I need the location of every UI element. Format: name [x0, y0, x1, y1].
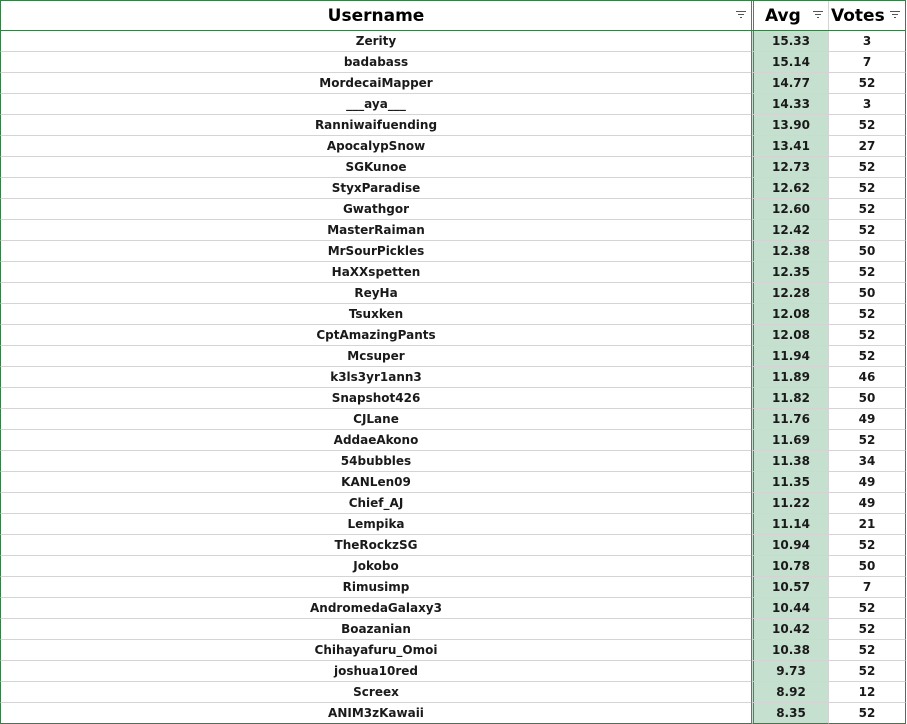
- votes-cell[interactable]: 12: [828, 682, 906, 703]
- votes-cell[interactable]: 52: [828, 661, 906, 682]
- avg-cell[interactable]: 10.42: [751, 619, 828, 640]
- table-row: [0, 535, 906, 556]
- votes-cell[interactable]: 52: [828, 430, 906, 451]
- username-cell[interactable]: Jokobo: [0, 556, 751, 577]
- username-cell[interactable]: MrSourPickles: [0, 241, 751, 262]
- username-cell[interactable]: Screex: [0, 682, 751, 703]
- votes-cell[interactable]: 50: [828, 283, 906, 304]
- avg-cell[interactable]: 12.08: [751, 325, 828, 346]
- votes-cell[interactable]: 52: [828, 73, 906, 94]
- username-cell[interactable]: MordecaiMapper: [0, 73, 751, 94]
- username-cell[interactable]: Chihayafuru_Omoi: [0, 640, 751, 661]
- avg-cell[interactable]: 14.77: [751, 73, 828, 94]
- table-row: [0, 157, 906, 178]
- votes-cell[interactable]: 34: [828, 451, 906, 472]
- avg-cell[interactable]: 12.60: [751, 199, 828, 220]
- avg-cell[interactable]: 12.08: [751, 304, 828, 325]
- avg-cell[interactable]: 11.89: [751, 367, 828, 388]
- username-cell[interactable]: ___aya___: [0, 94, 751, 115]
- votes-cell[interactable]: 52: [828, 598, 906, 619]
- avg-cell[interactable]: 10.57: [751, 577, 828, 598]
- avg-cell[interactable]: 12.73: [751, 157, 828, 178]
- table-row: [0, 514, 906, 535]
- username-cell[interactable]: CJLane: [0, 409, 751, 430]
- avg-cell[interactable]: 11.22: [751, 493, 828, 514]
- filter-icon[interactable]: [889, 10, 901, 20]
- table-row: [0, 241, 906, 262]
- username-cell[interactable]: k3ls3yr1ann3: [0, 367, 751, 388]
- votes-cell[interactable]: 52: [828, 115, 906, 136]
- table-row: [0, 556, 906, 577]
- votes-cell[interactable]: 3: [828, 94, 906, 115]
- table-row: [0, 346, 906, 367]
- avg-cell[interactable]: 15.33: [751, 31, 828, 52]
- table-row: [0, 682, 906, 703]
- avg-cell[interactable]: 11.38: [751, 451, 828, 472]
- username-cell[interactable]: KANLen09: [0, 472, 751, 493]
- table-row: [0, 367, 906, 388]
- avg-cell[interactable]: 10.94: [751, 535, 828, 556]
- votes-cell[interactable]: 52: [828, 220, 906, 241]
- table-row: [0, 451, 906, 472]
- votes-cell[interactable]: 46: [828, 367, 906, 388]
- table-row: [0, 220, 906, 241]
- table-row: [0, 472, 906, 493]
- avg-cell[interactable]: 15.14: [751, 52, 828, 73]
- header-votes-label: Votes: [831, 5, 885, 26]
- avg-cell[interactable]: 11.82: [751, 388, 828, 409]
- username-cell[interactable]: Chief_AJ: [0, 493, 751, 514]
- table-row: [0, 409, 906, 430]
- table-row: [0, 178, 906, 199]
- table-row: [0, 283, 906, 304]
- table-row: [0, 430, 906, 451]
- username-cell[interactable]: SGKunoe: [0, 157, 751, 178]
- table-row: [0, 199, 906, 220]
- votes-cell[interactable]: 27: [828, 136, 906, 157]
- username-cell[interactable]: Rimusimp: [0, 577, 751, 598]
- votes-cell[interactable]: 50: [828, 388, 906, 409]
- votes-cell[interactable]: 50: [828, 241, 906, 262]
- avg-cell[interactable]: 9.73: [751, 661, 828, 682]
- avg-cell[interactable]: 12.35: [751, 262, 828, 283]
- votes-cell[interactable]: 7: [828, 577, 906, 598]
- votes-cell[interactable]: 52: [828, 535, 906, 556]
- table-row: [0, 115, 906, 136]
- table-row: [0, 52, 906, 73]
- table-row: [0, 136, 906, 157]
- votes-cell[interactable]: 52: [828, 262, 906, 283]
- username-cell[interactable]: Boazanian: [0, 619, 751, 640]
- votes-cell[interactable]: 52: [828, 619, 906, 640]
- username-cell[interactable]: joshua10red: [0, 661, 751, 682]
- filter-icon[interactable]: [812, 10, 824, 20]
- table-row: [0, 262, 906, 283]
- avg-cell[interactable]: 13.41: [751, 136, 828, 157]
- votes-cell[interactable]: 21: [828, 514, 906, 535]
- votes-cell[interactable]: 7: [828, 52, 906, 73]
- avg-cell[interactable]: 14.33: [751, 94, 828, 115]
- username-cell[interactable]: ApocalypSnow: [0, 136, 751, 157]
- table-row: [0, 640, 906, 661]
- username-cell[interactable]: AndromedaGalaxy3: [0, 598, 751, 619]
- avg-cell[interactable]: 11.69: [751, 430, 828, 451]
- table-row: [0, 493, 906, 514]
- avg-cell[interactable]: 13.90: [751, 115, 828, 136]
- avg-cell[interactable]: 10.44: [751, 598, 828, 619]
- username-cell[interactable]: 54bubbles: [0, 451, 751, 472]
- votes-cell[interactable]: 52: [828, 346, 906, 367]
- votes-cell[interactable]: 52: [828, 304, 906, 325]
- username-cell[interactable]: HaXXspetten: [0, 262, 751, 283]
- username-cell[interactable]: TheRockzSG: [0, 535, 751, 556]
- avg-cell[interactable]: 12.42: [751, 220, 828, 241]
- votes-cell[interactable]: 52: [828, 157, 906, 178]
- votes-cell[interactable]: 49: [828, 472, 906, 493]
- header-username[interactable]: [0, 1, 751, 30]
- table-row: [0, 598, 906, 619]
- header-username-label: Username: [327, 5, 425, 26]
- table-row: [0, 577, 906, 598]
- votes-cell[interactable]: 52: [828, 178, 906, 199]
- table-row: [0, 325, 906, 346]
- table-row: [0, 31, 906, 52]
- votes-cell[interactable]: 52: [828, 199, 906, 220]
- username-cell[interactable]: StyxParadise: [0, 178, 751, 199]
- avg-cell[interactable]: 11.76: [751, 409, 828, 430]
- table-row: [0, 304, 906, 325]
- username-cell[interactable]: CptAmazingPants: [0, 325, 751, 346]
- username-cell[interactable]: ANIM3zKawaii: [0, 703, 751, 724]
- avg-cell[interactable]: 11.14: [751, 514, 828, 535]
- avg-cell[interactable]: 10.38: [751, 640, 828, 661]
- username-cell[interactable]: Mcsuper: [0, 346, 751, 367]
- avg-cell[interactable]: 10.78: [751, 556, 828, 577]
- avg-cell[interactable]: 12.62: [751, 178, 828, 199]
- header-votes[interactable]: [828, 1, 906, 30]
- votes-cell[interactable]: 49: [828, 409, 906, 430]
- username-cell[interactable]: badabass: [0, 52, 751, 73]
- votes-cell[interactable]: 52: [828, 703, 906, 724]
- username-cell[interactable]: Tsuxken: [0, 304, 751, 325]
- username-cell[interactable]: Gwathgor: [0, 199, 751, 220]
- avg-cell[interactable]: 11.35: [751, 472, 828, 493]
- table-row: [0, 661, 906, 682]
- votes-cell[interactable]: 52: [828, 325, 906, 346]
- header-avg[interactable]: [751, 1, 828, 30]
- votes-cell[interactable]: 52: [828, 640, 906, 661]
- avg-cell[interactable]: 12.28: [751, 283, 828, 304]
- username-cell[interactable]: ReyHa: [0, 283, 751, 304]
- username-cell[interactable]: MasterRaiman: [0, 220, 751, 241]
- username-cell[interactable]: AddaeAkono: [0, 430, 751, 451]
- table-row: [0, 388, 906, 409]
- votes-cell[interactable]: 3: [828, 31, 906, 52]
- votes-cell[interactable]: 49: [828, 493, 906, 514]
- filter-icon[interactable]: [735, 10, 747, 20]
- username-cell[interactable]: Lempika: [0, 514, 751, 535]
- avg-cell[interactable]: 11.94: [751, 346, 828, 367]
- header-row: [0, 0, 906, 31]
- avg-cell[interactable]: 12.38: [751, 241, 828, 262]
- table-row: [0, 73, 906, 94]
- avg-cell[interactable]: 8.92: [751, 682, 828, 703]
- table-row: [0, 94, 906, 115]
- table-row: [0, 703, 906, 724]
- table-row: [0, 619, 906, 640]
- avg-cell[interactable]: 8.35: [751, 703, 828, 724]
- username-cell[interactable]: Zerity: [0, 31, 751, 52]
- username-cell[interactable]: Ranniwaifuending: [0, 115, 751, 136]
- header-avg-label: Avg: [765, 5, 801, 26]
- votes-cell[interactable]: 50: [828, 556, 906, 577]
- username-cell[interactable]: Snapshot426: [0, 388, 751, 409]
